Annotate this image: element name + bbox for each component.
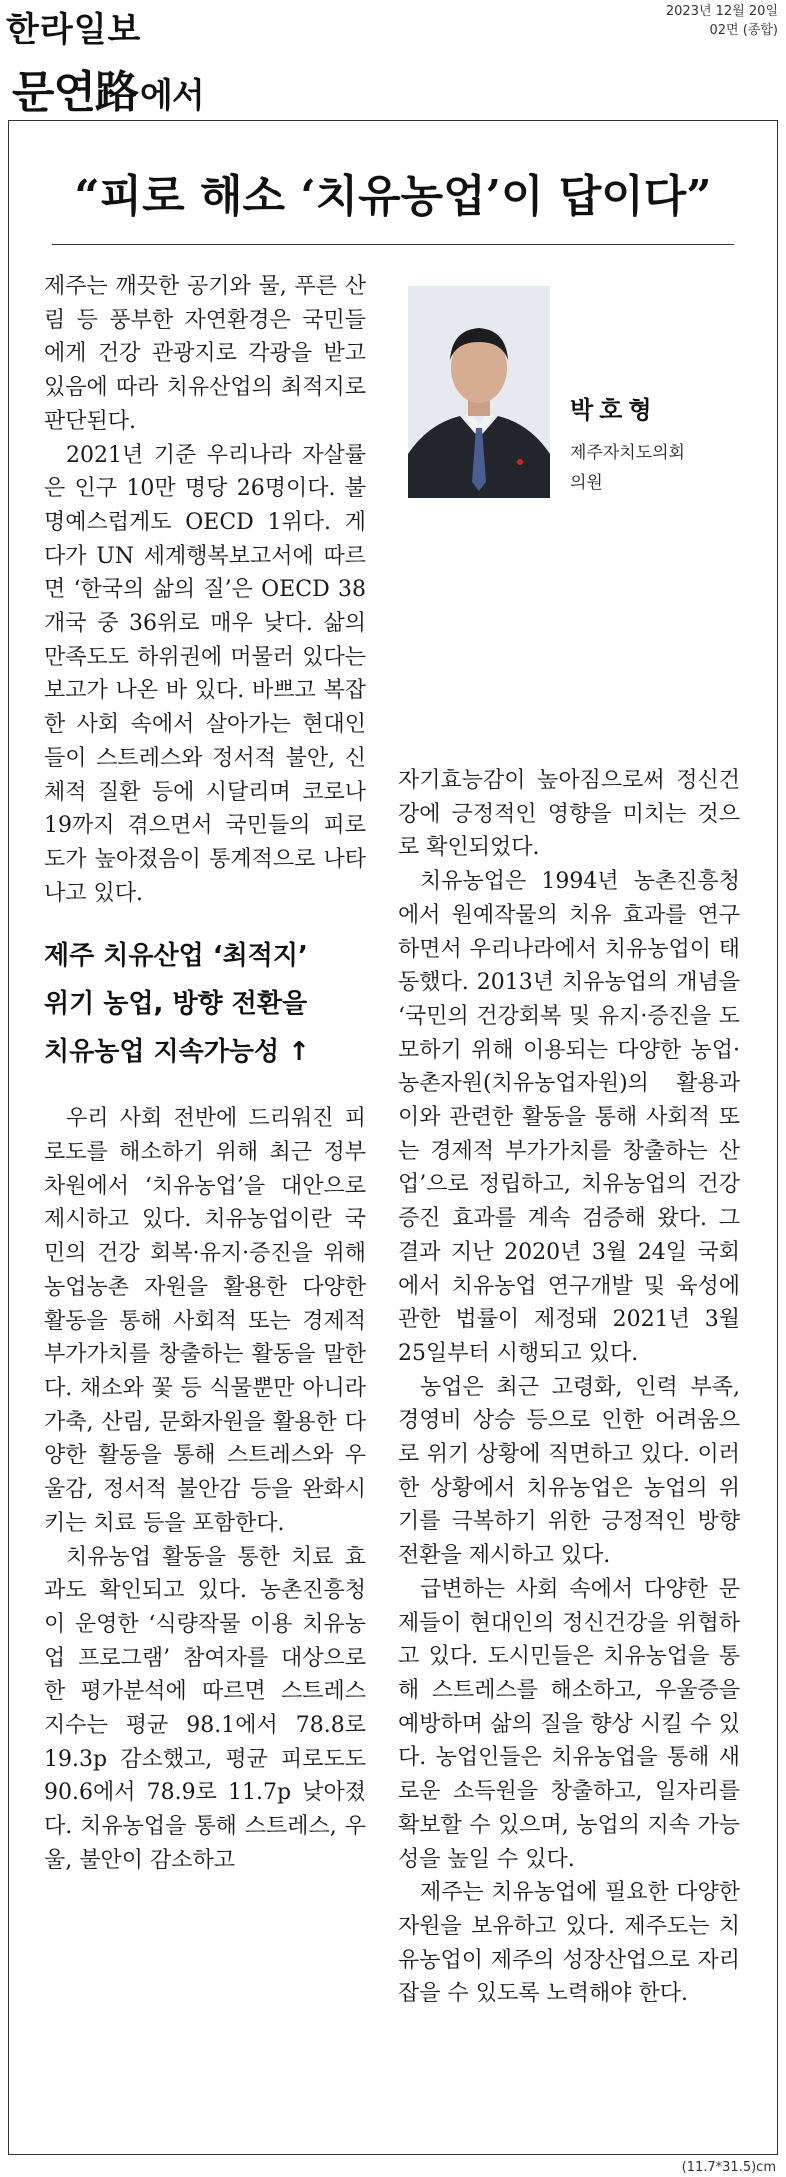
author-title-line: 제주자치도의회	[570, 443, 685, 463]
paragraph: 자기효능감이 높아짐으로써 정신건강에 긍정적인 영향을 미치는 것으로 확인되었다.	[398, 768, 740, 861]
subhead: 치유농업 지속가능성 ↑	[44, 1037, 310, 1068]
author-title-line: 의원	[570, 473, 603, 493]
subhead: 제주 치유산업 ‘최적지’	[44, 941, 308, 972]
portrait-illustration	[408, 286, 550, 498]
subhead: 위기 농업, 방향 전환을	[44, 989, 308, 1020]
paragraph: 치유농업 활동을 통한 치료 효과도 확인되고 있다. 농촌진흥청이 운영한 ‘식량작물 이용 치유농업 프로그램’ 참여자를 대상으로 한 평가분석에 따르면 스트레스 지수는 평균 98.1에서 78.8로 19.3p 감소했고, 평균 피로도도 90.6에서 78.9로 11.7p 낮아졌다. 치유농업을 통해 스트레스, 우울, 불안이 감소하고	[44, 1544, 366, 1873]
paragraph: 우리 사회 전반에 드리워진 피로도를 해소하기 위해 최근 정부차원에서 ‘치유농업’을 대안으로 제시하고 있다. 치유농업이란 국민의 건강 회복·유지·증진을 위해 농업농촌 자원을 활용한 다양한 활동을 통해 사회적 또는 경제적 부가가치를 창출하는 활동을 말한다. 채소와 꽃 등 식물뿐만 아니라 가축, 산림, 문화자원을 활용한 다양한 활동을 통해 스트레스와 우울감, 정서적 불안감 등을 완화시키는 치료 등을 포함한다.	[44, 1106, 366, 1536]
paragraph: 2021년 기준 우리나라 자살률은 인구 10만 명당 26명이다. 불명예스럽게도 OECD 1위다. 게다가 UN 세계행복보고서에 따르면 ‘한국의 삶의 질’은 OECD 38개국 중 36위로 매우 낮다. 삶의 만족도도 하위권에 머물러 있다는 보고가 나온 바 있다. 바쁘고 복잡한 사회 속에서 살아가는 현대인들이 스트레스와 정서적 불안, 신체적 질환 등에 시달리며 코로나19까지 겪으면서 국민들의 피로도가 높아졌음이 통계적으로 나타나고 있다.	[44, 442, 366, 906]
dateline	[666, 2, 778, 40]
headline: “피로 해소 ‘치유농업’이 답이다”	[74, 171, 712, 222]
headline-rule	[52, 244, 734, 245]
column-1	[44, 270, 366, 1878]
page-number: 02면 (종합)	[709, 23, 778, 38]
paragraph: 치유농업은 1994년 농촌진흥청에서 원예작물의 치유 효과를 연구하면서 우리나라에서 치유농업이 태동했다. 2013년 치유농업의 개념을 ‘국민의 건강회복 및 유지·증진을 도모하기 위해 이용되는 다양한 농업·농촌자원(치유농업자원)의 활용과 이와 관련한 활동을 통해 사회적 또는 경제적 부가가치를 창출하는 산업’으로 정립하고, 치유농업의 건강증진 효과를 계속 검증해 왔다. 그 결과 지난 2020년 3월 24일 국회에서 치유농업 연구개발 및 육성에 관한 법률이 제정돼 2021년 3월 25일부터 시행되고 있다.	[398, 869, 740, 1366]
author-name: 박호형	[570, 396, 658, 424]
clipping-size: (11.7*31.5)cm	[681, 2160, 776, 2175]
paragraph: 제주는 깨끗한 공기와 물, 푸른 산림 등 풍부한 자연환경은 국민들에게 건강 관광지로 각광을 받고 있음에 따라 치유산업의 최적지로 판단된다.	[44, 274, 366, 434]
column-name-suffix: 에서	[140, 76, 204, 116]
paragraph: 농업은 최근 고령화, 인력 부족, 경영비 상승 등으로 인한 어려움으로 위기 상황에 직면하고 있다. 이러한 상황에서 치유농업은 농업의 위기를 극복하기 위한 긍정적인 방향 전환을 제시하고 있다.	[398, 1374, 740, 1569]
author-portrait	[408, 286, 550, 498]
publication-name: 한라일보	[6, 10, 142, 50]
paragraph: 급변하는 사회 속에서 다양한 문제들이 현대인의 정신건강을 위협하고 있다. 도시민들은 치유농업을 통해 스트레스를 해소하고, 우울증을 예방하며 삶의 질을 향상 시킬 수 있다. 농업인들은 치유농업을 통해 새로운 소득원을 창출하고, 일자리를 확보할 수 있으며, 농업의 지속 가능성을 높일 수 있다.	[398, 1576, 740, 1872]
author-title	[570, 438, 685, 498]
column-2	[398, 764, 740, 2011]
paragraph: 제주는 치유농업에 필요한 다양한 자원을 보유하고 있다. 제주도는 치유농업이 제주의 성장산업으로 자리잡을 수 있도록 노력해야 한다.	[398, 1880, 740, 2007]
column-name	[12, 56, 204, 120]
publication-date: 2023년 12월 20일	[665, 4, 778, 19]
subheads	[44, 932, 366, 1076]
column-name-main: 문연路	[12, 67, 139, 118]
